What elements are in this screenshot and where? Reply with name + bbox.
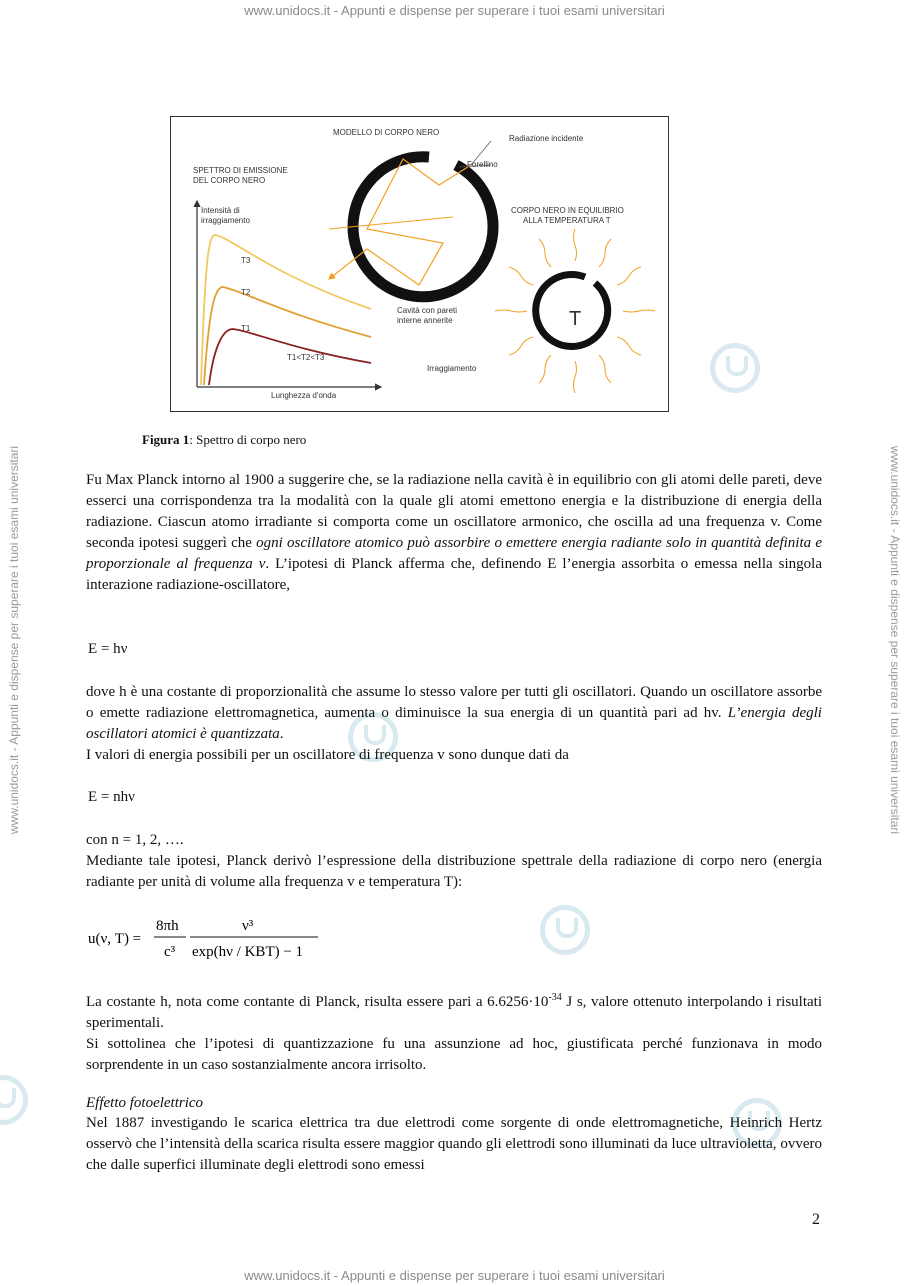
incident-label: Radiazione incidente — [509, 134, 584, 143]
formula-den2: exp(hν / KBT) − 1 — [192, 944, 304, 960]
p3-text-a: con n = 1, 2, …. — [86, 832, 184, 848]
radiation-label: Irraggiamento — [427, 364, 477, 373]
page-number: 2 — [812, 1211, 820, 1228]
paragraph-planck-constant — [86, 987, 822, 1076]
p1-text-a: Fu Max Planck intorno al 1900 a suggerire che, se la radiazione nella cavità è in equilibrio con gli atomi delle pareti, deve esserci una corrispondenza tra la modalità con la quale gli atomi emettono energia e la distribuzione di energia della radiazione. Ciascun atomo irradiante si comporta come un oscillatore armonico, che oscilla ad una frequenza v. Come seconda ipotesi suggerì che — [86, 472, 822, 551]
watermark-bottom: www.unidocs.it - Appunti e dispense per superare i tuoi esami universitari — [244, 1268, 665, 1283]
label-t2: T2 — [241, 288, 251, 297]
spectrum-title-2: DEL CORPO NERO — [193, 176, 266, 185]
caption-label: Figura 1 — [142, 432, 190, 447]
paragraph-quantization — [86, 682, 822, 766]
watermark-top: www.unidocs.it - Appunti e dispense per superare i tuoi esami universitari — [244, 3, 665, 18]
formula-num2: ν³ — [242, 918, 254, 934]
p4-text-a: La costante h, nota come contante di Planck, risulta essere pari a 6.6256·10 — [86, 994, 549, 1010]
hole-label: Forellino — [467, 160, 498, 169]
equilibrium-title-1: CORPO NERO IN EQUILIBRIO — [511, 206, 624, 215]
formula-planck-law — [86, 910, 346, 970]
p4-text-c: Si sottolinea che l’ipotesi di quantizzazione fu una assunzione ad hoc, giustificata perché funzionava in modo sorprendente in un caso sostanzialmente ancora irrisolto. — [86, 1036, 822, 1073]
p2-text-italic: L’energia degli oscillatori atomici è quantizzata — [86, 705, 822, 742]
paragraph-photoelectric: Nel 1887 investigando le scarica elettrica tra due elettrodi come sorgente di onde elettromagnetiche, Heinrich Hertz osservò che l’intensità della scarica risulta essere maggior quando gli elettrodi sono illuminati da luce ultravioletta, ovvero che dalle superfici illuminate degli elettrodi sono emessi — [86, 1115, 822, 1173]
p2-text-d: I valori di energia possibili per un oscillatore di frequenza v sono dunque dati da — [86, 747, 569, 763]
spectrum-title-1: SPETTRO DI EMISSIONE — [193, 166, 288, 175]
section-title-text: Effetto fotoelettrico — [86, 1095, 204, 1111]
p4-exponent: -34 — [548, 992, 562, 1003]
label-t3: T3 — [241, 256, 251, 265]
blackbody-figure — [170, 116, 669, 412]
formula-den1: c³ — [164, 944, 176, 960]
section-title-photoelectric — [86, 1093, 822, 1114]
watermark-right: www.unidocs.it - Appunti e dispense per superare i tuoi esami universitari — [888, 445, 902, 835]
caption-text: : Spettro di corpo nero — [189, 432, 307, 447]
y-label-2: irraggiamento — [201, 216, 250, 225]
formula-e-nhv: E = nhν — [88, 789, 135, 805]
p1-text-italic: ogni oscillatore atomico può assorbire o emettere energia radiante solo in quantità definita e proporzionale al frequenza v — [86, 535, 822, 572]
equilibrium-title-2: ALLA TEMPERATURA T — [523, 216, 611, 225]
cavity-label-1: Cavità con pareti — [397, 306, 458, 315]
formula-e-hv: E = hν — [88, 641, 128, 657]
paragraph-planck-distribution — [86, 830, 822, 893]
label-t1: T1 — [241, 324, 251, 333]
watermark-logo-icon — [0, 1075, 28, 1125]
p2-text-c: . — [279, 726, 284, 742]
x-label: Lunghezza d'onda — [271, 391, 337, 400]
watermark-logo-icon — [710, 343, 760, 393]
watermark-logo-icon — [540, 905, 590, 955]
body-temperature: T — [569, 308, 582, 330]
curve-t2 — [204, 287, 371, 385]
formula-num1: 8πh — [156, 918, 179, 934]
p1-text-c: . L’ipotesi di Planck afferma che, definendo E l’energia assorbita o emessa nella singola interazione radiazione-oscillatore, — [86, 556, 822, 593]
paragraph-planck-intro — [86, 470, 822, 596]
y-label-1: Intensità di — [201, 206, 240, 215]
model-title: MODELLO DI CORPO NERO — [333, 128, 440, 137]
blackbody-illustration — [171, 117, 668, 411]
cavity-label-2: interne annerite — [397, 316, 453, 325]
formula-lhs: u(ν, T) = — [88, 931, 142, 947]
cavity-ring — [353, 157, 493, 297]
temperature-relation: T1<T2<T3 — [287, 353, 325, 362]
p4-text-b: J s, valore ottenuto interpolando i risultati sperimentali. — [86, 994, 823, 1031]
watermark-left: www.unidocs.it - Appunti e dispense per superare i tuoi esami universitari — [7, 445, 21, 835]
figure-caption — [142, 432, 306, 448]
p3-text-b: Mediante tale ipotesi, Planck derivò l’espressione della distribuzione spettrale della radiazione di corpo nero (energia radiante per unità di volume alla frequenza v e temperatura T): — [86, 853, 822, 890]
p2-text-a: dove h è una costante di proporzionalità che assume lo stesso valore per tutti gli oscillatori. Quando un oscillatore assorbe o emette radiazione elettromagnetica, aumenta o diminuisce la sua energia di un quantità pari ad hv. — [86, 684, 822, 721]
